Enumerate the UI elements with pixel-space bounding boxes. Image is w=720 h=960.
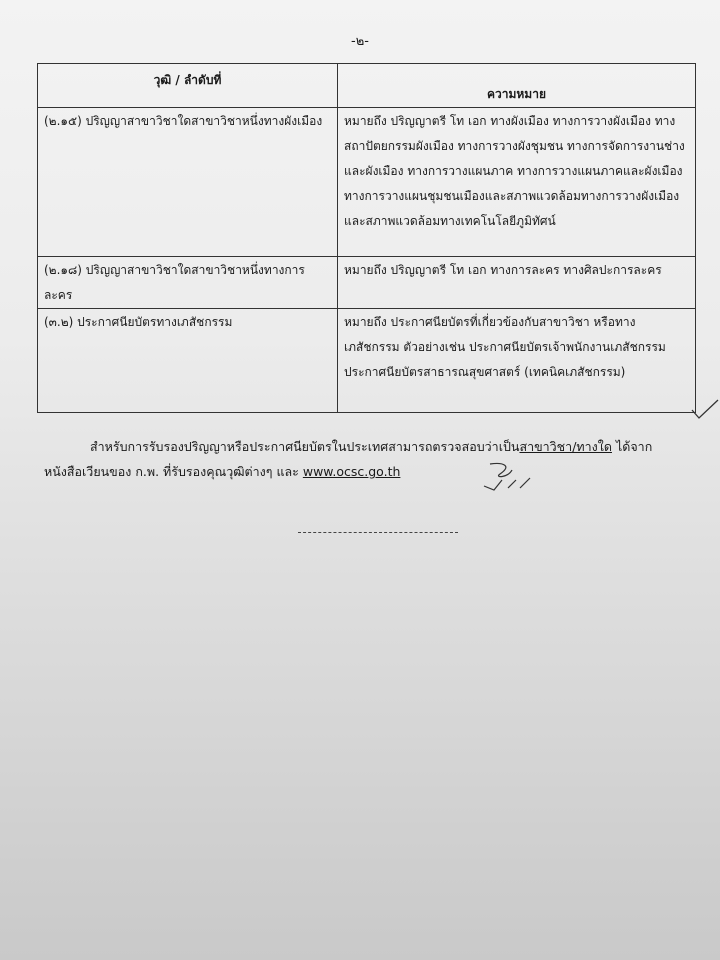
qualification-cell [38, 257, 338, 309]
table-row [38, 309, 696, 413]
footnote-text-after: ได้จากหนังสือเวียนของ ก.พ. ที่รับรองคุณวุฒิต่างๆ และ [44, 439, 653, 479]
meaning-text: หมายถึง ปริญญาตรี โท เอก ทางการละคร ทางศิลปะการละคร [344, 263, 662, 277]
meaning-cell [338, 257, 696, 309]
footnote-text-before: สำหรับการรับรองปริญญาหรือประกาศนียบัตรในประเทศสามารถตรวจสอบว่าเป็น [90, 439, 520, 454]
meaning-text: หมายถึง ประกาศนียบัตรที่เกี่ยวข้องกับสาขาวิชา หรือทางเภสัชกรรม ตัวอย่างเช่น ประกาศนียบัตรเจ้าพนักงานเภสัชกรรม ประกาศนียบัตรสาธารณสุขศาสตร์ (เทคนิคเภสัชกรรม) [344, 315, 666, 379]
qualification-text: (๒.๑๘) ปริญญาสาขาวิชาใดสาขาวิชาหนึ่งทางการละคร [44, 263, 305, 302]
meaning-cell [338, 309, 696, 413]
footnote-underlined-text: สาขาวิชา/ทางใด [519, 439, 612, 454]
header-qualification-label: วุฒิ / ลำดับที่ [153, 73, 222, 87]
table-header-row [38, 64, 696, 108]
handwritten-scribble-icon [478, 456, 538, 496]
footnote-paragraph [44, 434, 684, 484]
table-row [38, 257, 696, 309]
separator-line [298, 532, 458, 533]
qualification-cell [38, 108, 338, 257]
meaning-cell [338, 108, 696, 257]
ocsc-link[interactable]: www.ocsc.go.th [302, 464, 401, 479]
qualification-text: (๒.๑๕) ปริญญาสาขาวิชาใดสาขาวิชาหนึ่งทางผังเมือง [44, 114, 323, 128]
meaning-text: หมายถึง ปริญญาตรี โท เอก ทางผังเมือง ทางการวางผังเมือง ทางสถาปัตยกรรมผังเมือง ทางการวางผังชุมชน ทางการจัดการงานช่างและผังเมือง ทางการวางแผนภาค ทางการวางแผนภาคและผังเมือง ทางการวางแผนชุมชนเมืองและสภาพแวดล้อมทางการวางผังเมืองและสภาพแวดล้อมทางเทคโนโลยีภูมิทัศน์ [344, 114, 685, 228]
qualification-cell [38, 309, 338, 413]
header-qualification [38, 64, 338, 108]
handwritten-check-icon [690, 396, 720, 426]
page-number: -๒- [351, 34, 369, 49]
header-meaning-label: ความหมาย [486, 87, 546, 101]
qualification-text: (๓.๒) ประกาศนียบัตรทางเภสัชกรรม [44, 315, 233, 329]
table-row [38, 108, 696, 257]
qualification-table [37, 63, 696, 413]
header-meaning [338, 64, 696, 108]
